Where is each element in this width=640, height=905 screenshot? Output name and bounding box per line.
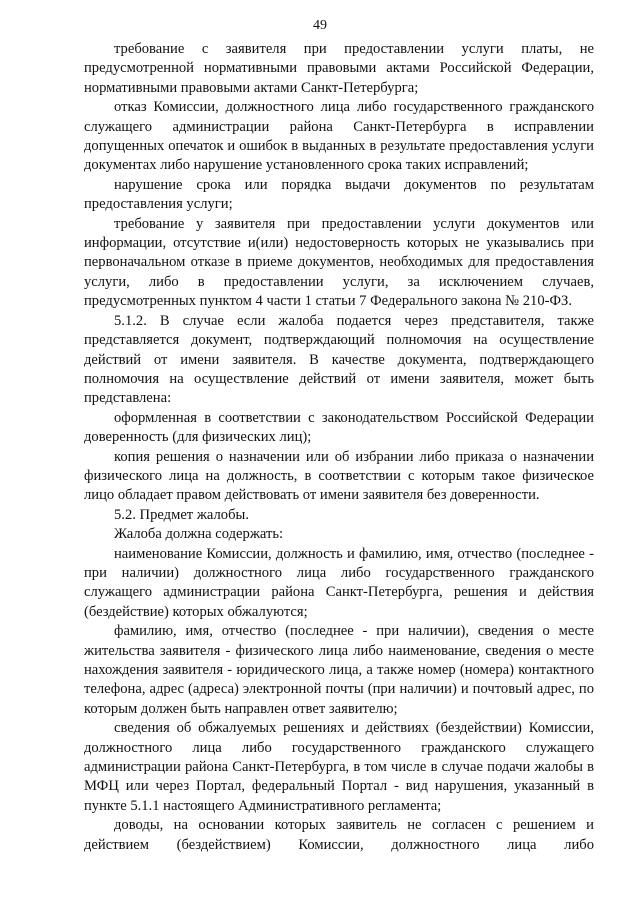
paragraph-commission-name: наименование Комиссии, должность и фамилию, имя, отчество (последнее - при наличии) должностного лица либо государственного гражданского служащего администрации района Санкт-Петербурга, решения и действия (бездействие) которых обжалуются; [84, 545, 594, 620]
paragraph-fee-requirement: требование с заявителя при предоставлении услуги платы, не предусмотренной нормативными правовыми актами Российской Федерации, нормативными правовыми актами Санкт-Петербурга; [84, 41, 594, 96]
paragraph-appealed-decisions: сведения об обжалуемых решениях и действиях (бездействии) Комиссии, должностного лица либо государственного гражданского служащего администрации района Санкт-Петербурга, в том числе в случае подачи жалобы в МФЦ или через Портал, федеральный Портал - вид нарушения, указанный в пункте 5.1.1 настоящего Административного регламента; [84, 720, 594, 814]
paragraph-complaint-contents: Жалоба должна содержать: [114, 526, 284, 543]
paragraph-arguments: доводы, на основании которых заявитель не согласен с решением и действием (бездействием) Комиссии, должностного лица либо [84, 817, 594, 853]
paragraph-power-of-attorney: оформленная в соответствии с законодательством Российской Федерации доверенность (для физических лиц); [84, 409, 594, 446]
body-text [84, 40, 594, 855]
paragraph-refusal-corrections: отказ Комиссии, должностного лица либо государственного гражданского служащего администрации района Санкт-Петербурга в исправлении допущенных опечаток и ошибок в выданных в результате предоставления услуги документах либо нарушение установленного срока таких исправлений; [84, 99, 594, 174]
section-heading-5-2: 5.2. Предмет жалобы. [114, 506, 249, 523]
paragraph-appointment-order: копия решения о назначении или об избрании либо приказа о назначении физического лица на должность, в соответствии с которым такое физическое лицо обладает правом действовать от имени заявителя без доверенности. [84, 448, 594, 504]
paragraph-documents-requirement: требование у заявителя при предоставлении услуги документов или информации, отсутствие и(или) недостоверность которых не указывались при первоначальном отказе в приеме документов, необходимых для предоставления услуги, либо в предоставлении услуги, за исключением случаев, предусмотренных пунктом 4 части 1 статьи 7 Федерального закона № 210-ФЗ. [84, 215, 594, 310]
page-number: 49 [313, 18, 327, 33]
paragraph-delivery-violation: нарушение срока или порядка выдачи документов по результатам предоставления услуги; [84, 176, 594, 213]
paragraph-applicant-details: фамилию, имя, отчество (последнее - при наличии), сведения о месте жительства заявителя - физического лица либо наименование, сведения о месте нахождения заявителя - юридического лица, а также номер (номера) контактного телефона, адрес (адреса) электронной почты (при наличии) и почтовый адрес, по которым должен быть направлен ответ заявителю; [84, 623, 594, 717]
paragraph-5-1-2-representative: 5.1.2. В случае если жалоба подается через представителя, также представляется документ, подтверждающий полномочия на осуществление действий от имени заявителя. В качестве документа, подтверждающего полномочия на осуществление действий от имени заявителя, может быть представлена: [84, 312, 594, 407]
